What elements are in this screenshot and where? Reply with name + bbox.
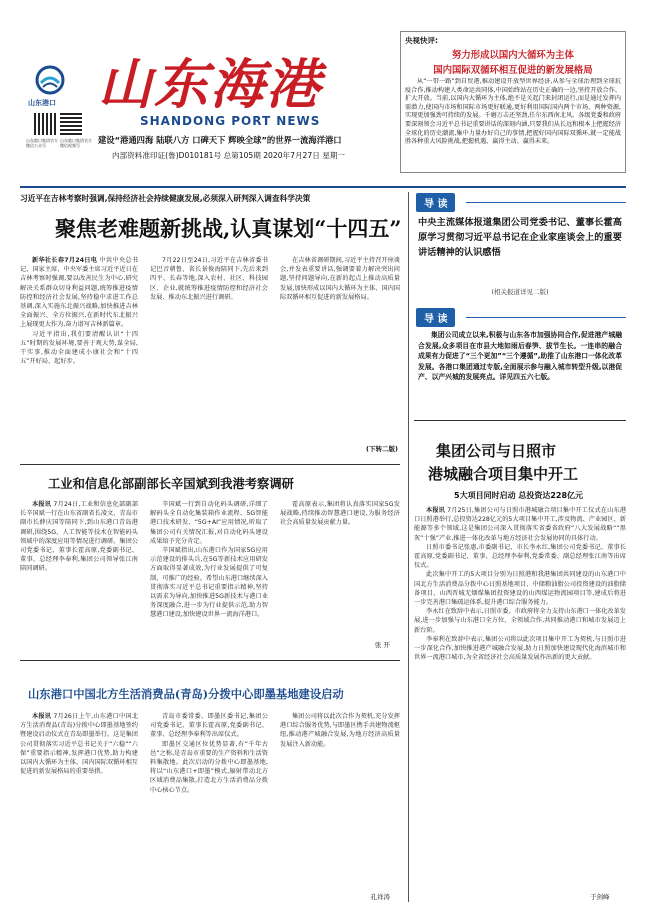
logo-icon	[35, 65, 65, 95]
right-story-subhead: 5大项目同时启动 总投资达228亿元	[454, 491, 584, 500]
top-story-body	[20, 256, 400, 452]
paper-name-en: SHANDONG PORT NEWS	[140, 114, 321, 128]
top-story-para-4: 在吉林省调研期间,习近平主持召开座谈会,并发表重要讲话,强调要着力解决突出问题,坚持问题导向,在新的起点上推动高质量发展,加快形成以国内大循环为主体、国内国际双循环相互促进的新发展格局。	[280, 257, 400, 301]
third-story-para-1: 7月26日上午,山东港口中国北方生活消费品(青岛)分拨中心即墨基地签约暨建设启动仪式在青岛即墨举行。这是集团公司贯彻落实习近平总书记关于“六稳”“六保”重要指示精神,发挥港口优势,助力构建以国内大循环为主体、国内国际双循环相互促进的新发展格局的重要举措。	[20, 713, 138, 776]
right-story-para-2: 日照市委书记张惠,市委副书记、市长李永红,集团公司党委书记、董事长霍高原,党委副书记、董事、总经理李奉利,党委常委、副总经理张江南等出席仪式。	[414, 543, 626, 570]
qr-label-1: 山东港口集团官方微信公众号	[26, 138, 58, 148]
logo-text: 山东港口	[28, 99, 56, 107]
editorial-title-1: 努力形成以国内大循环为主体	[452, 50, 574, 61]
right-story-para-1: 7月25日,集团公司与日照市港城融合项目集中开工仪式在山东港口日照港举行,总投资达228亿元的5大项目集中开工,涉及物流、产业园区、新能源等多个领域,这是集团公司深入贯彻落实省委省政府“八大发展战略““黑灰”十强”产业,推进一体化改革与地方经济社会发展协同的具体行动。	[414, 507, 626, 542]
third-story-para-2: 青岛市委常委、即墨区委书记,集团公司党委书记、董事长霍高原,党委副书记、董事、总经理李奉利等出席仪式。	[150, 713, 268, 739]
guide-2-body: 集团公司成立以来,积极与山东各市加强协同合作,促进港产城融合发展,众多项目在市县大地如雨后春笋、拔节生长。一连串的融合成果有力促进了“三个更加”“三个遵循”,助推了山东港口一体化改革发展。各港口集团通过专版,全面展示参与融入城市转型升级,以港促产、以产兴城的发展亮点。详见四五六七版。	[418, 331, 622, 382]
guide-1-note[interactable]: (相关报道详见二版)	[491, 288, 549, 296]
second-story-body	[20, 500, 400, 650]
column-rule	[408, 192, 409, 902]
third-story-para-4: 集团公司将以此次合作为契机,充分发挥港口综合服务优势,与即墨区携手共建物流枢纽,推动港产城融合发展,为地方经济高质量发展注入新动能。	[280, 713, 400, 748]
top-story-para-2: 习近平指出,我们要清醒认识“十四五”时期的发展环境,要善于观大势,谋全局,干实事,推动全面建成小康社会和“十四五”开好局、起好步。	[20, 330, 138, 366]
second-story-para-2: 辛国斌一行到自动化码头调研,详细了解码头全自动化集装箱作业流程、5G智能港口技术研发、“5G+AI”应用情况,听取了集团公司有关情况汇报,对自动化码头建设成果给予充分肯定。	[150, 501, 268, 545]
slogan: 建设“港通四海 陆联八方 口碑天下 辉映全球”的世界一流海洋港口	[98, 135, 342, 145]
right-story-para-3: 此次集中开工的5大项目分别为日照港和我港集团共同建设的山东港口中国北方生活消费品分拨中心日照基地项目、中储粮油脂公司投资建设的油脂储备项目、山西晋城无烟煤集团投资建设的山西煤运物流园项目等,建成后将进一步完善港口集疏运体系,提升港口综合服务能力。	[414, 571, 626, 607]
guide-2-tag: 导 读	[416, 308, 455, 327]
third-story-author: 孔祥涛	[370, 893, 390, 901]
right-story-headline-1: 集团公司与日照市	[436, 442, 557, 460]
right-story-para-4: 李永红在致辞中表示,日照市委、市政府将全力支持山东港口一体化改革发展,进一步加强与山东港口全方位、全领域合作,共同推动港口和城市发展迈上新台阶。	[414, 608, 626, 634]
right-story-body	[414, 506, 626, 900]
divider	[20, 464, 400, 465]
guide-1-tag: 导 读	[416, 193, 455, 212]
third-story-headline: 山东港口中国北方生活消费品(青岛)分拨中心即墨基地建设启动	[28, 687, 344, 701]
divider	[414, 420, 626, 421]
third-story-body	[20, 712, 400, 902]
right-story-author: 于剑峰	[590, 893, 610, 901]
second-story-para-3: 辛国斌指出,山东港口作为国家5G应用示范建设的排头兵,在5G等新技术应用研发方面取得显著成效,为行业发展提供了可复制、可推广的经验。希望山东港口继续深入贯彻落实习近平总书记重要指示精神,坚持以需求为导向,加快推进5G新技术与港口业务深度融合,进一步为行业提供示范,助力智慧港口建设,加快建设世界一流海洋港口。	[150, 547, 268, 619]
masthead	[20, 30, 400, 170]
right-story-para-5: 李奉利在致辞中表示,集团公司将以此次项目集中开工为契机,与日照市进一步深化合作,加快推进港产城融合发展,助力日照加快建设现代化海滨城市和世界一流港口城市,为全省经济社会高质量发展作出新的更大贡献。	[414, 635, 626, 662]
second-story-author: 张 开	[374, 641, 390, 649]
editorial-kicker: 央视快评:	[405, 36, 438, 45]
divider	[20, 660, 400, 661]
second-story-dateline: 本报讯	[32, 501, 52, 508]
guide-rule	[466, 317, 626, 318]
editorial-body: 从“一带一路”到自贸港,推动建设开放型世界经济,从参与全球治理到全球抗疫合作,推动构建人类命运共同体,中国始终站在历史正确的一边,坚持开放合作、扩大开放。当前,以国内大循环为主体,绝不是关起门来封闭运行,而是通过发挥内需潜力,使国内市场和国际市场更好联通,更好利用国际国内两个市场、两种资源,实现更加强劲可持续的发展。千磨万击还坚劲,任尔东西南北风。各级党委和政府要深刻领会习近平总书记重要讲话的深刻内涵,只要我们从长远和根本上把握经济全球化的历史潮流,集中力量办好自己的事情,把握好国内国际双循环,就一定能战胜各种重大风险挑战,把握机遇、赢得主动、赢得未来。	[405, 78, 621, 146]
guide-1-headline: 中央主流媒体报道集团公司党委书记、董事长霍高原学习贯彻习近平总书记在企业家座谈会上的重要讲话精神的认识感悟	[418, 217, 622, 258]
guide-2	[414, 308, 626, 418]
editorial-title-2: 国内国际双循环相互促进的新发展格局	[433, 65, 593, 76]
top-story-para-1: 中共中央总书记、国家主席、中央军委主席习近平近日在吉林考察时强调,要以改善民生为中心,研究解决关系群众切身利益问题,统筹推进疫情防控和经济社会发展,坚持稳中求进工作总基调,深入实施东北振兴战略,加快推进吉林全面振兴、全方位振兴,在新时代东北振兴上展现更大作为,奋力谱写吉林新篇章。	[20, 257, 138, 329]
qr-code-1	[34, 113, 56, 135]
top-story-subhead: 习近平在吉林考察时强调,保持经济社会持续健康发展,必须深入研判深入调查科学决策	[20, 194, 311, 203]
qr-code-2	[60, 113, 82, 135]
top-story-headline: 聚焦老难题新挑战,认真谋划“十四五”	[55, 216, 402, 241]
top-story-dateline: 新华社长春7月24日电	[32, 257, 98, 264]
right-story-dateline: 本报讯	[426, 507, 446, 514]
second-story-headline: 工业和信息化部副部长辛国斌到我港考察调研	[48, 476, 294, 491]
top-story-more[interactable]: (下转二版)	[366, 445, 398, 453]
issue-line: 内部资料准印证(鲁)D010181号 总第105期 2020年7月27日 星期一	[112, 151, 346, 160]
guide-rule	[466, 202, 626, 203]
third-story-dateline: 本报讯	[32, 713, 52, 720]
editorial-box	[400, 31, 626, 173]
guide-1	[414, 193, 626, 305]
masthead-rule	[20, 186, 626, 188]
top-story-para-3: 7月22日至24日,习近平在吉林省委书记巴音朝鲁、省长景俊海陪同下,先后来到四平、长春等地,深入农村、社区、科技园区、企业,就统筹推进疫情防控和经济社会发展、推动东北振兴进行调研。	[150, 257, 268, 301]
right-story-headline-2: 港城融合项目集中开工	[428, 465, 579, 483]
second-story-para-4: 霍高原表示,集团将认真落实国家5G发展战略,持续推动智慧港口建设,为服务经济社会高质量发展贡献力量。	[280, 501, 400, 527]
paper-name: 山东海港	[98, 52, 322, 116]
second-story-para-1: 7月24日,工业和信息化部副部长辛国斌一行在山东省副省长凌文、青岛市副市长薛庆国等陪同下,到山东港口青岛港调研,围绕5G、人工智能等技术在智能码头领域中的深度应用等情况进行调研。集团公司党委书记、董事长霍高原,党委副书记、董事、总经理李奉利,集团公司领导张江南陪同调研。	[20, 501, 138, 573]
qr-label-2: 山东港口集团官方微信视频号	[60, 138, 92, 148]
third-story-para-3: 即墨区交通区位优势显著,有“千年古邑”之称,是青岛市重要的生产资料和生活资料集散地。此次启动的分拨中心即墨基地,将以“山东港口+即墨”模式,辐射带动北方区域消费品集散,打造北方生活消费品分拨中心核心节点。	[150, 740, 268, 794]
